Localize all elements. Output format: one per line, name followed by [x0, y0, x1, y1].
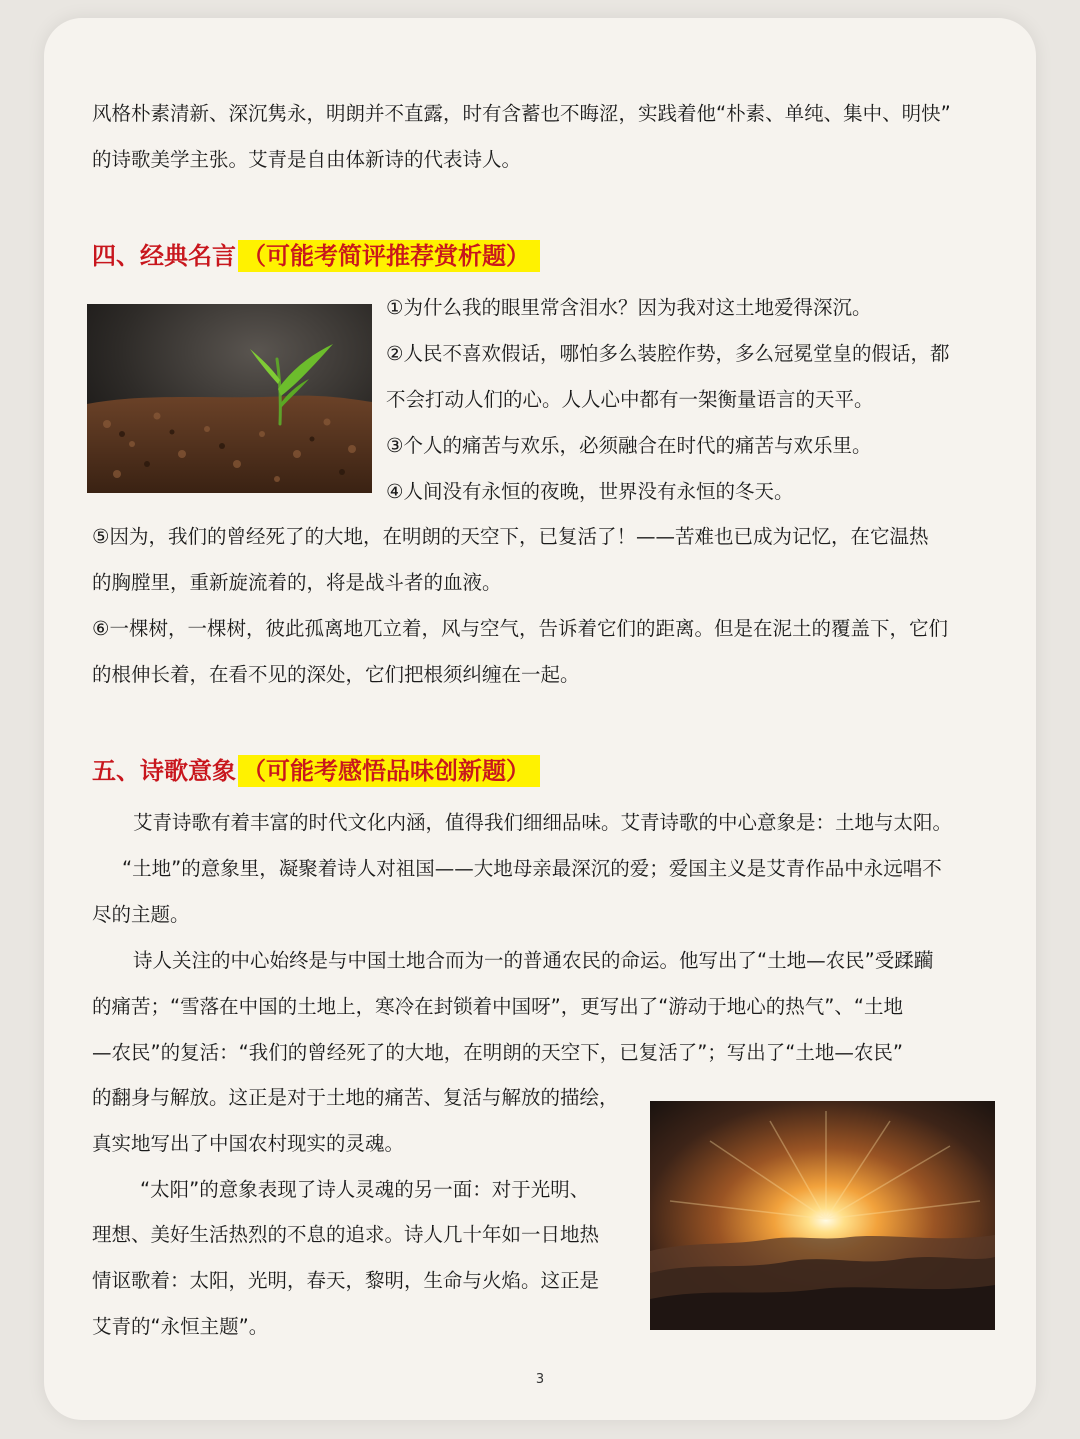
section-5-para-4-line-1: “太阳”的意象表现了诗人灵魂的另一面：对于光明、: [140, 1178, 590, 1201]
quote-4: ④人间没有永恒的夜晚，世界没有永恒的冬天。: [386, 480, 794, 503]
section-5-tag: （可能考感悟品味创新题）: [238, 755, 540, 787]
section-5-para-2-line-2: 尽的主题。: [92, 903, 190, 926]
section-5-para-3-line-5: 真实地写出了中国农村现实的灵魂。: [92, 1132, 405, 1155]
section-5-para-2-line-1: “土地”的意象里，凝聚着诗人对祖国——大地母亲最深沉的爱；爱国主义是艾青作品中永远唱不: [122, 857, 942, 880]
section-5-para-4-line-4: 艾青的“永恒主题”。: [92, 1315, 269, 1338]
section-5-para-4-line-3: 情讴歌着：太阳，光明，春天，黎明，生命与火焰。这正是: [92, 1269, 600, 1292]
quote-2-line-1: ②人民不喜欢假话，哪怕多么装腔作势，多么冠冕堂皇的假话，都: [386, 342, 950, 365]
quote-1: ①为什么我的眼里常含泪水？因为我对这土地爱得深沉。: [386, 296, 872, 319]
quote-5-line-2: 的胸膛里，重新旋流着的，将是战斗者的血液。: [92, 571, 502, 594]
section-5-para-3-line-1: 诗人关注的中心始终是与中国土地合而为一的普通农民的命运。他写出了“土地—农民”受蹂躏: [133, 949, 934, 972]
section-5-title: 五、诗歌意象: [92, 757, 236, 785]
section-5-para-1: 艾青诗歌有着丰富的时代文化内涵，值得我们细细品味。艾青诗歌的中心意象是：土地与太阳。: [133, 811, 953, 834]
section-5-para-3-line-3: —农民”的复活：“我们的曾经死了的大地，在明朗的天空下，已复活了”；写出了“土地—农民”: [92, 1041, 904, 1064]
quote-5-line-1: ⑤因为，我们的曾经死了的大地，在明朗的天空下，已复活了！——苦难也已成为记忆，在它温热: [92, 525, 929, 548]
quote-2-line-2: 不会打动人们的心。人人心中都有一架衡量语言的天平。: [386, 388, 874, 411]
section-4-heading: [92, 235, 540, 277]
section-5-heading: [92, 750, 540, 792]
section-5-para-3-line-2: 的痛苦；“雪落在中国的土地上，寒冷在封锁着中国呀”，更写出了“游动于地心的热气”、“土地: [92, 995, 904, 1018]
section-5-para-4-line-2: 理想、美好生活热烈的不息的追求。诗人几十年如一日地热: [92, 1223, 600, 1246]
quote-3: ③个人的痛苦与欢乐，必须融合在时代的痛苦与欢乐里。: [386, 434, 872, 457]
page-number: 3: [535, 1372, 545, 1387]
section-4-title: 四、经典名言: [92, 242, 236, 270]
seedling-photo: [87, 304, 372, 493]
sunrise-photo: [650, 1101, 995, 1330]
quote-6-line-2: 的根伸长着，在看不见的深处，它们把根须纠缠在一起。: [92, 663, 580, 686]
intro-line-1: 风格朴素清新、深沉隽永，明朗并不直露，时有含蓄也不晦涩，实践着他“朴素、单纯、集中、明快”: [92, 102, 951, 125]
section-4-tag: （可能考简评推荐赏析题）: [238, 240, 540, 272]
section-5-para-3-line-4: 的翻身与解放。这正是对于土地的痛苦、复活与解放的描绘，: [92, 1086, 619, 1109]
quote-6-line-1: ⑥一棵树，一棵树，彼此孤离地兀立着，风与空气，告诉着它们的距离。但是在泥土的覆盖下，它们: [92, 617, 948, 640]
intro-line-2: 的诗歌美学主张。艾青是自由体新诗的代表诗人。: [92, 148, 522, 171]
